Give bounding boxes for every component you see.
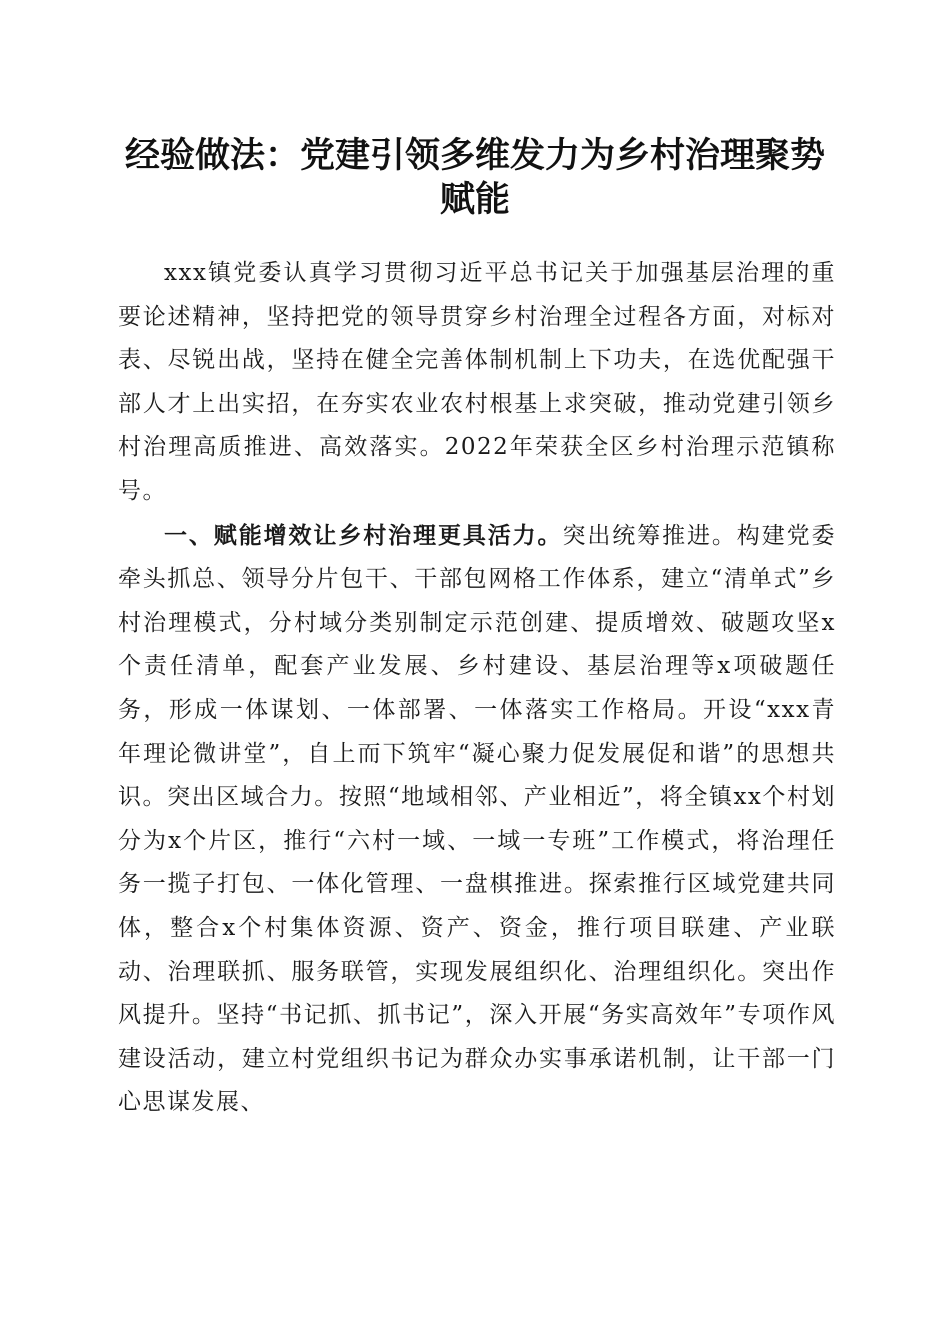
section-1-heading: 一、赋能增效让乡村治理更具活力。 bbox=[164, 521, 563, 549]
document-body bbox=[118, 252, 836, 1125]
section-1-text: 突出统筹推进。构建党委牵头抓总、领导分片包干、干部包网格工作体系，建立“清单式”乡村治理模式，分村域分类别制定示范创建、提质增效、破题攻坚x个责任清单，配套产业发展、乡村建设、基层治理等x项破题任务，形成一体谋划、一体部署、一体落实工作格局。开设“xxx青年理论微讲堂”，自上而下筑牢“凝心聚力促发展促和谐”的思想共识。突出区域合力。按照“地域相邻、产业相近”，将全镇xx个村划分为x个片区，推行“六村一域、一域一专班”工作模式，将治理任务一揽子打包、一体化管理、一盘棋推进。探索推行区域党建共同体，整合x个村集体资源、资产、资金，推行项目联建、产业联动、治理联抓、服务联管，实现发展组织化、治理组织化。突出作风提升。坚持“书记抓、抓书记”，深入开展“务实高效年”专项作风建设活动，建立村党组织书记为群众办实事承诺机制，让干部一门心思谋发展、 bbox=[118, 522, 837, 1116]
title-line-2: 赋能 bbox=[439, 179, 510, 220]
paragraph-intro-text: xxx镇党委认真学习贯彻习近平总书记关于加强基层治理的重要论述精神，坚持把党的领导贯穿乡村治理全过程各方面，对标对表、尽锐出战，坚持在健全完善体制机制上下功夫，在选优配强干部人才上出实招，在夯实农业农村根基上求突破，推动党建引领乡村治理高质推进、高效落实。2022年荣获全区乡村治理示范镇称号。 bbox=[118, 260, 836, 504]
paragraph-section-1 bbox=[118, 514, 836, 1125]
title-line-1: 经验做法：党建引领多维发力为乡村治理聚势 bbox=[124, 135, 825, 176]
paragraph-intro bbox=[118, 252, 836, 514]
document-title bbox=[100, 134, 850, 222]
